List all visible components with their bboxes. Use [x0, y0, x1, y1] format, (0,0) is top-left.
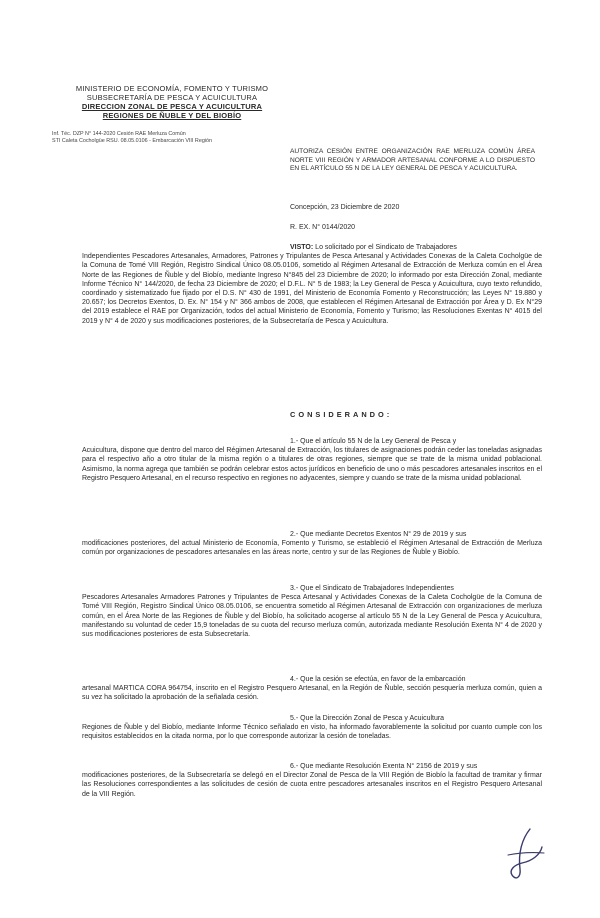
considerando-6 [82, 762, 542, 799]
considerando-2-lead: 2.- Que mediante Decretos Exentos N° 29 de 2019 y sus [290, 531, 467, 538]
signature-mark [500, 825, 550, 885]
considerando-2 [82, 530, 542, 558]
considerando-1-lead: 1.- Que el artículo 55 N de la Ley General de Pesca y [290, 438, 457, 445]
considerando-3-lead: 3.- Que el Sindicato de Trabajadores Independientes [290, 585, 454, 592]
considerando-5 [82, 714, 542, 742]
considerando-3-body: Pescadores Artesanales Armadores Patrones y Tripulantes de Pesca Artesanal y Actividades Conexas de la Caleta Cocholgüe de la Comuna de Tomé VIII Región, Registro Sindical Único 08.05.0106, se encuentra sometido al Régimen Artesanal de Extracción con organizaciones de merluza común, en el Área Norte de las Regiones de Ñuble y del Biobío, ha solicitado acogerse al artículo 55 N de la Ley General de Pesca y Acuicultura, manifestando su voluntad de ceder 15,9 toneladas de su cuota del recurso merluza común, autorizada mediante Resolución Exenta N° 4 de 2020 y sus modificaciones posteriores de esta Subsecretaría. [82, 594, 542, 639]
considerando-6-body: modificaciones posteriores, de la Subsecretaría se delegó en el Director Zonal de Pesca de la VIII Región de Biobío la facultad de tramitar y firmar las Resoluciones correspondientes a las solicitudes de cesión de cuota entre pescadores artesanales inscritos en el Registro Pesquero Artesanal de la VIII Región. [82, 772, 542, 798]
considerando-4 [82, 675, 542, 703]
considerando-4-lead: 4.- Que la cesión se efectúa, en favor de la embarcación [290, 676, 466, 683]
considerando-2-body: modificaciones posteriores, del actual Ministerio de Economía, Fomento y Turismo, se estableció el Régimen Artesanal de Extracción de Merluza común por organizaciones de pescadores artesanales en las áreas norte, centro y sur de las Regiones de Ñuble y Biobío. [82, 540, 542, 557]
considerando-1-body: Acuicultura, dispone que dentro del marco del Régimen Artesanal de Extracción, los titulares de asignaciones podrán ceder las toneladas asignadas para el respectivo año a otro titular de la misma región o a titulares de otras regiones, siempre que se trate de la misma unidad poblacional. Asimismo, la norma agrega que también se podrán celebrar estos actos jurídicos en beneficio de uno o más pescadores artesanales inscritos en el Registro Pesquero Artesanal, en el recurso respectivo en regiones no adyacentes, siempre y cuando se trate de la misma unidad poblacional. [82, 447, 542, 482]
letterhead [52, 84, 292, 120]
visto-body: Independientes Pescadores Artesanales, Armadores, Patrones y Tripulantes de Pesca Artesanal y Actividades Conexas de la Caleta Cocholgüe de la Comuna de Tomé VIII Región, Registro Sindical Único 08.05.0106, sometido al Régimen Artesanal de Extracción de Merluza común en el Área Norte de las Regiones de Ñuble y del Biobío, mediante Ingreso N°845 del 23 Diciembre de 2020; lo informado por esta Dirección Zonal, mediante Informe Técnico N° 144/2020, de fecha 23 Diciembre de 2020; el D.F.L. N° 5 de 1983; la Ley General de Pesca y Acuicultura, cuyo texto refundido, coordinado y sistematizado fue fijado por el D.S. N° 430 de 1991, del Ministerio de Economía Fomento y Reconstrucción; las Leyes N° 19.880 y 20.657; los Decretos Exentos, D. Ex. N° 154 y N° 366 ambos de 2008, que establecen el Régimen Artesanal de Extracción por Área y D. Ex N°29 del 2019 establece el RAE por Organización, todos del actual Ministerio de Economía, Fomento y Turismo; las Resoluciones Exentas N° 4015 del 2019 y N° 4 de 2020 y sus modificaciones posteriores, de la Subsecretaría de Pesca y Acuicultura. [82, 253, 542, 325]
resolution-number: R. EX. N° 0144/2020 [290, 224, 356, 231]
reference-line-2: STI Caleta Cocholgüe RSU. 08.05.0106 - Embarcación VIII Región [52, 138, 213, 144]
visto-section [82, 243, 542, 326]
reference-line-1: Inf. Téc. DZP N° 144-2020 Cesión RAE Merluza Común [52, 131, 186, 137]
considerando-5-body: Regiones de Ñuble y del Biobío, mediante Informe Técnico señalado en visto, ha informado favorablemente la solicitud por cuanto cumple con los requisitos establecidos en la citada norma, por lo que corresponde autorizar la cesión de toneladas. [82, 724, 542, 741]
considerando-5-lead: 5.- Que la Dirección Zonal de Pesca y Acuicultura [290, 715, 445, 722]
resolution-subject: AUTORIZA CESIÓN ENTRE ORGANIZACIÓN RAE MERLUZA COMÚN ÁREA NORTE VIII REGIÓN Y ARMADOR ARTESANAL CONFORME A LO DISPUESTO EN EL ARTÍCULO 55 N DE LA LEY GENERAL DE PESCA Y ACUICULTURA. [290, 148, 535, 172]
reference-block [52, 131, 292, 145]
considerando-1 [82, 437, 542, 483]
considerando-4-body: artesanal MARTICA CORA 964754, inscrito en el Registro Pesquero Artesanal, en la Región de Ñuble, sección pesquería merluza común, quien a su vez ha solicitado la aprobación de la señalada cesión. [82, 685, 542, 702]
visto-lead-text: Lo solicitado por el Sindicato de Trabajadores [315, 244, 457, 251]
considerando-3 [82, 584, 542, 639]
zonal-direction-name: DIRECCION ZONAL DE PESCA Y ACUICULTURA [81, 102, 263, 111]
visto-label: VISTO: [290, 244, 314, 251]
subsecretary-name: SUBSECRETARÍA DE PESCA Y ACUICULTURA [86, 93, 258, 102]
considerando-6-lead: 6.- Que mediante Resolución Exenta N° 2156 de 2019 y sus [290, 763, 478, 770]
considerando-heading: CONSIDERANDO: [290, 410, 393, 419]
resolution-date: Concepción, 23 Diciembre de 2020 [290, 204, 400, 211]
regions-name: REGIONES DE ÑUBLE Y DEL BIOBÍO [102, 111, 242, 120]
visto-lead [82, 243, 542, 252]
ministry-name: MINISTERIO DE ECONOMÍA, FOMENTO Y TURISMO [75, 84, 269, 93]
